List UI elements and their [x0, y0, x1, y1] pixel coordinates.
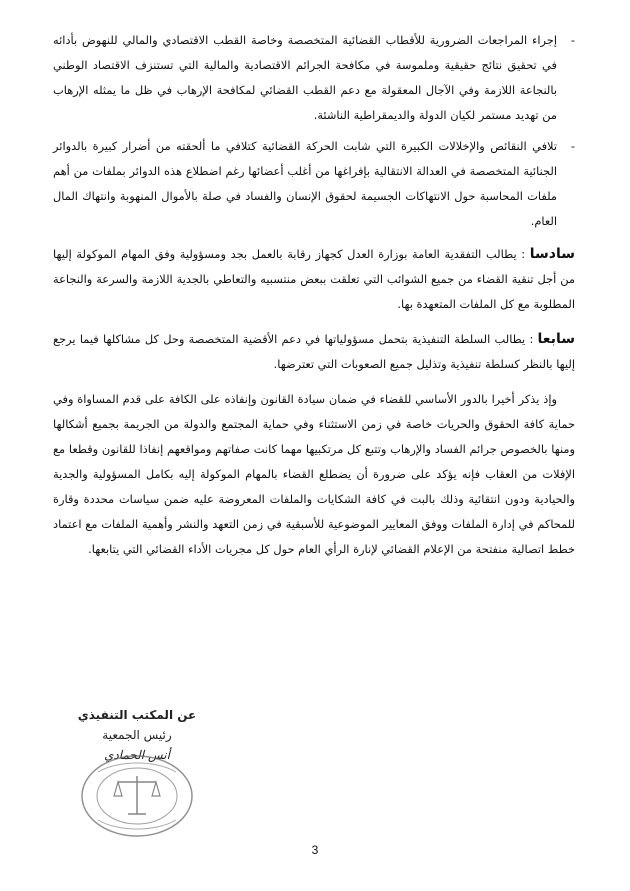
bullet-text: إجراء المراجعات الضرورية للأقطاب القضائية المتخصصة وخاصة القطب الاقتصادي والمالي للنهوض بأدائه في تحقيق نتائج حقيقية وملموسة في مكافحة الجرائم الاقتصادية والمالية التي تستنزف الاقتصاد الوطني بالنجاعة اللازمة وفي الآجال المعقولة مع دعم القطب القضائي لمكافحة الإرهاب في ظل ما يمثله الإرهاب من تهديد مستمر لكيان الدولة والديمقراطية الناشئة. [53, 33, 557, 122]
page-number: 3 [311, 843, 319, 857]
bullet-item-economic-pole [53, 28, 575, 128]
stamp-icon [78, 752, 196, 840]
paragraph-label-sixth: سادسا [529, 246, 575, 262]
bullet-item-judicial-movement [53, 134, 575, 234]
signature-office: عن المكتب التنفيذي [77, 708, 197, 722]
paragraph-text-seventh: يطالب السلطة التنفيذية بتحمل مسؤولياتها في دعم الأقضية المتخصصة وحل كل مشاكلها فيما يرجع إليها بالنظر كسلطة تنفيذية وتذليل جميع الصعوبات التي تعترضها. [53, 332, 575, 371]
signature-title: رئيس الجمعية [102, 728, 172, 742]
paragraph-text-sixth: يطالب التفقدية العامة بوزارة العدل كجهاز رقابة بالعمل بجد ومسؤولية وفق المهام الموكولة إليها من أجل تنقية القضاء من جميع الشوائب التي تعلقت ببعض منتسبيه والتعاطي بالجدية اللازمة والسرعة والنجاعة المطلوبة مع كل الملفات المتعهدة بها. [53, 247, 575, 311]
paragraph-label-seventh: سابعا [537, 331, 575, 347]
bullet-marker: - [570, 33, 575, 47]
bullet-text: تلافي النقائص والإخلالات الكبيرة التي شابت الحركة القضائية كتلافي ما ألحقته من أضرار كبيرة بالدوائر الجنائية المتخصصة في العدالة الانتقالية بإفراغها من أغلب أعضائها رغم اضطلاع هذه الدوائر بملفات من أهم ملفات المحاسبة حول الانتهاكات الجسيمة لحقوق الإنسان والفساد في صلة بالأموال المنهوبة وانتهاك المال العام. [53, 139, 557, 228]
document-body [53, 28, 575, 572]
bullet-marker: - [570, 139, 575, 153]
paragraph-seventh: سابعا : يطالب السلطة التنفيذية بتحمل مسؤولياتها في دعم الأقضية المتخصصة وحل كل مشاكلها فيما يرجع إليها بالنظر كسلطة تنفيذية وتذليل جميع الصعوبات التي تعترضها. [53, 331, 575, 371]
paragraph-closing: وإذ يذكر أخيرا بالدور الأساسي للقضاء في ضمان سيادة القانون وإنفاذه على الكافة على قدم المساواة وفي حماية كافة الحقوق والحريات خاصة في زمن الاستثناء وفي حماية المجتمع والدولة من الجريمة بجميع أشكالها ومنها بالخصوص جرائم الفساد والإرهاب وتتبع كل مرتكبيها مهما كانت صفاتهم ومواقعهم إنفاذا للقانون وقطعا مع الإفلات من العقاب فإنه يؤكد على ضرورة أن يضطلع القضاء بالمهام الموكولة إليه بكامل المسؤولية والجدية والحيادية ودون انتقائية وذلك بالبت في كافة الشكايات والملفات المعروضة عليه ضمن سياسات محددة وقارة للمحاكم في إدارة الملفات ووفق المعايير الموضوعية للأسبقية في زمن التعهد والنشر وأهمية الملفات مع اعتماد خطط اتصالية منفتحة من الإعلام القضائي لإنارة الرأي العام حول كل مجريات الأداء القضائي التي يتابعها. [53, 392, 575, 556]
signature-name: أنس الحمادي [104, 748, 170, 762]
paragraph-sixth: سادسا : يطالب التفقدية العامة بوزارة العدل كجهاز رقابة بالعمل بجد ومسؤولية وفق المهام الموكولة إليها من أجل تنقية القضاء من جميع الشوائب التي تعلقت ببعض منتسبيه والتعاطي بالجدية اللازمة والسرعة والنجاعة المطلوبة مع كل الملفات المتعهدة بها. [53, 246, 575, 311]
